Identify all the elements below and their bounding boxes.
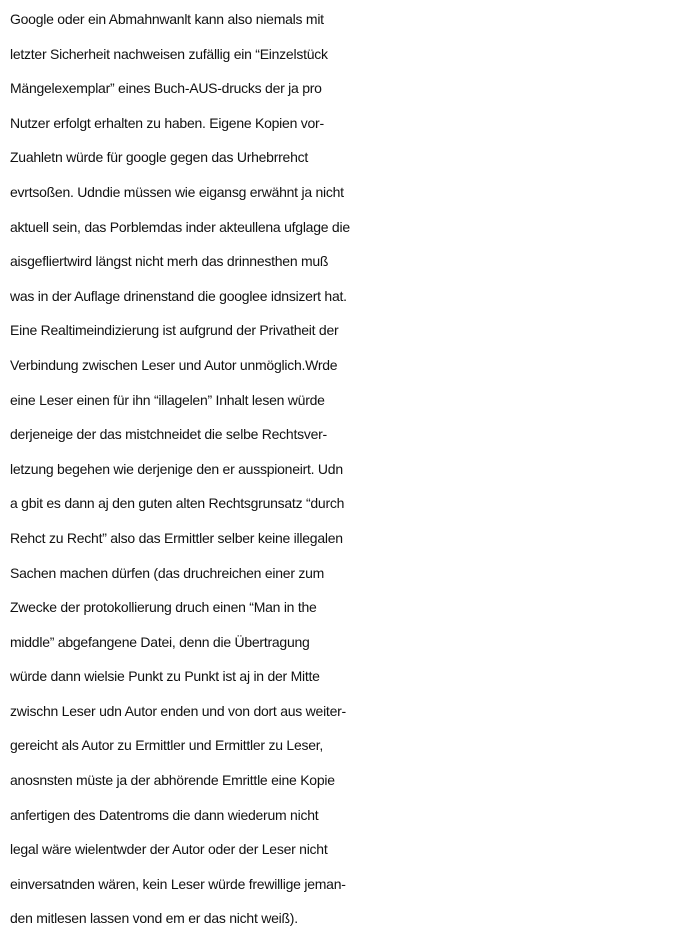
text-line-11: Verbindung zwischen Leser und Autor unmöglich.Wrde <box>10 356 338 373</box>
text-line-14: letzung begehen wie derjenige den er ausspioneirt. Udn <box>10 460 343 477</box>
text-line-18: Zwecke der protokollierung druch einen “Man in the <box>10 599 317 616</box>
text-line-3: Mängelexemplar” eines Buch-AUS-drucks der ja pro <box>10 80 322 97</box>
text-line-4: Nutzer erfolgt erhalten zu haben. Eigene Kopien vor- <box>10 114 324 131</box>
text-line-16: Rehct zu Recht” also das Ermittler selber keine illegalen <box>10 529 343 546</box>
text-line-2: letzter Sicherheit nachweisen zufällig ein “Einzelstück <box>10 45 328 62</box>
text-line-21: zwischn Leser udn Autor enden und von dort aus weiter- <box>10 702 346 719</box>
text-line-27: den mitlesen lassen vond em er das nicht weiß). <box>10 910 298 927</box>
text-line-22: gereicht als Autor zu Ermittler und Ermittler zu Leser, <box>10 737 324 754</box>
text-line-8: aisgefliertwird längst nicht merh das drinnesthen muß <box>10 253 329 270</box>
text-line-19: middle” abgefangene Datei, denn die Übertragung <box>10 633 310 650</box>
text-line-1: Google oder ein Abmahnwanlt kann also niemals mit <box>10 11 324 27</box>
text-line-15: a gbit es dann aj den guten alten Rechtsgrunsatz “durch <box>10 495 345 512</box>
text-line-9: was in der Auflage drinenstand die googlee idnsizert hat. <box>10 287 347 304</box>
text-line-7: aktuell sein, das Porblemdas inder akteullena ufglage die <box>10 218 350 235</box>
text-line-20: würde dann wielsie Punkt zu Punkt ist aj in der Mitte <box>10 668 320 685</box>
text-line-26: einversatnden wären, kein Leser würde frewillige jeman- <box>10 875 346 892</box>
text-line-10: Eine Realtimeindizierung ist aufgrund der Privatheit der <box>10 322 339 339</box>
text-line-12: eine Leser einen für ihn “illagelen” Inhalt lesen würde <box>10 391 325 408</box>
text-line-6: evrtsoßen. Udndie müssen wie eigansg erwähnt ja nicht <box>10 183 344 200</box>
text-line-25: legal wäre wielentwder der Autor oder der Leser nicht <box>10 841 328 858</box>
text-line-13: derjeneige der das mistchneidet die selbe Rechtsver- <box>10 426 327 443</box>
text-line-17: Sachen machen dürfen (das druchreichen einer zum <box>10 564 325 581</box>
text-line-23: anosnsten müste ja der abhörende Emrittle eine Kopie <box>10 772 335 789</box>
text-line-5: Zuahletn würde für google gegen das Urhebrrehct <box>10 149 308 166</box>
text-line-24: anfertigen des Datentroms die dann wiederum nicht <box>10 806 319 823</box>
body-paragraph <box>10 2 678 936</box>
